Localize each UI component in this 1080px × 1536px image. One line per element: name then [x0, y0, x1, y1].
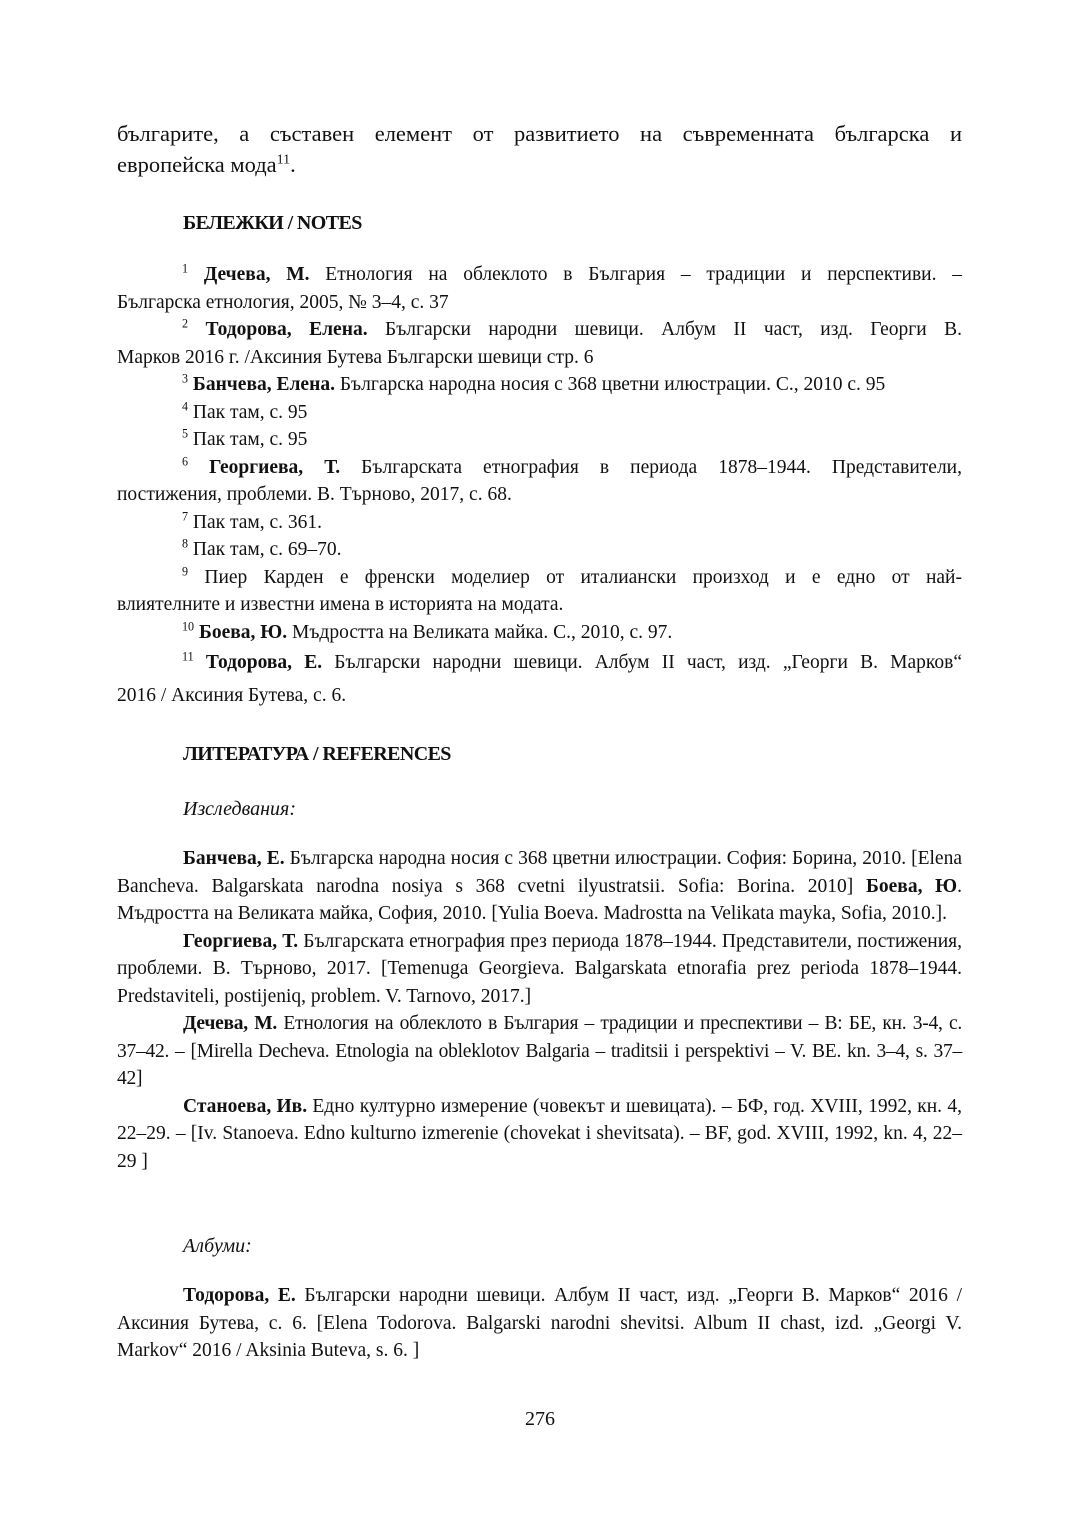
note-text: Български народни шевици. Албум II част, изд. „Георги В. Марков“	[322, 652, 962, 673]
footnote-marker: 11	[276, 152, 291, 168]
reference-entry	[117, 1282, 962, 1365]
note-text: Българска народна носия с 368 цветни илюстрации. С., 2010 с. 95	[334, 374, 886, 395]
note-author: Банчева, Елена.	[192, 374, 335, 395]
reference-text: Българска народна носия с 368 цветни илюстрации. София: Борина, 2010. [Elena Bancheva. Balgarskata narodna nosiya s 368 cvetni ilyustratsii. Sofia: Borina. 2010]	[117, 848, 962, 897]
note-text: Етнология на облеклото в България – традиции и перспективи. –	[309, 264, 962, 285]
note-text: Български народни шевици. Албум II част, изд. Георги В.	[367, 319, 962, 340]
note-item	[117, 536, 962, 564]
note-author: Тодорова, Е.	[205, 652, 323, 673]
intro-end: .	[290, 152, 296, 177]
note-item	[117, 371, 962, 399]
note-continuation: Българска етнология, 2005, № 3–4, с. 37	[117, 291, 449, 313]
note-item	[117, 454, 962, 509]
note-number: 11	[182, 649, 194, 664]
reference-author: Дечева, М.	[183, 1013, 278, 1034]
note-number: 1	[182, 261, 189, 276]
reference-author: Георгиева, Т.	[183, 930, 299, 952]
note-item	[117, 646, 962, 712]
note-number: 4	[182, 399, 189, 413]
reference-entry	[117, 1010, 962, 1093]
reference-author: Банчева, Е.	[183, 848, 285, 869]
note-item	[117, 316, 962, 371]
reference-text: Едно културно измерение (човекът и шевицата). – БФ, год. XVIII, 1992, кн. 4, 22–29. – [Iv. Stanoeva. Edno kulturno izmerenie (chovekat i shevitsata). – BF, god. XVIII, 1992, kn. 4, 22–29 ]	[117, 1095, 962, 1172]
note-text: Пиер Карден е френски моделиер от италиански произход и е едно от най-	[188, 566, 962, 588]
reference-entry	[117, 928, 962, 1011]
studies-list	[117, 845, 962, 1175]
note-author: Георгиева, Т.	[209, 456, 341, 478]
reference-text: . Мъдростта на Великата майка, София, 2010. [Yulia Boeva. Madrostta na Velikata mayka, Sofia, 2010.].	[117, 875, 962, 924]
note-item	[117, 261, 962, 316]
intro-line-1: българите, а съставен елемент от развитието на съвременната българска и	[117, 121, 962, 146]
notes-heading: БЕЛЕЖКИ / NOTES	[183, 212, 362, 234]
page-number: 276	[525, 1408, 555, 1430]
note-text: Пак там, с. 95	[188, 429, 308, 450]
reference-author: Боева, Ю	[866, 875, 958, 897]
note-number: 6	[182, 454, 189, 468]
note-item	[117, 426, 962, 454]
note-item	[117, 399, 962, 427]
note-author: Боева, Ю.	[198, 621, 288, 643]
note-continuation: влиятелните и известни имена в историята на модата.	[117, 594, 564, 615]
note-text: Пак там, с. 361.	[188, 511, 323, 533]
albums-list	[117, 1282, 962, 1365]
note-continuation: 2016 / Аксиния Бутева, с. 6.	[117, 685, 347, 706]
reference-entry	[117, 1093, 962, 1176]
studies-label: Изследвания:	[183, 798, 296, 820]
intro-paragraph	[117, 118, 962, 180]
note-text: Пак там, с. 69–70.	[188, 539, 342, 560]
note-item	[117, 619, 962, 647]
note-text: Мъдростта на Великата майка. С., 2010, с. 97.	[287, 621, 673, 643]
note-number: 10	[182, 619, 195, 633]
references-heading: ЛИТЕРАТУРА / REFERENCES	[183, 743, 451, 765]
notes-list	[117, 261, 962, 712]
reference-text: Българската етнография през периода 1878–1944. Представители, постижения, проблеми. В. Търново, 2017. [Temenuga Georgieva. Balgarskata etnorafia prez perioda 1878–1944. Predstaviteli, postijeniq, problem. V. Tarnovo, 2017.]	[117, 930, 962, 1007]
intro-line-2: европейска мода	[117, 152, 277, 177]
reference-author: Станоева, Ив.	[183, 1095, 308, 1117]
reference-text: Етнология на облеклото в България – традиции и преспективи – В: БЕ, кн. 3-4, с. 37–42. – [Mirella Decheva. Etnologia na obleklotov Balgaria – traditsii i perspektivi – V. BE. kn. 3–4, s. 37–42]	[117, 1013, 963, 1089]
note-text: Българската етнография в периода 1878–1944. Представители,	[340, 456, 962, 478]
note-item	[117, 509, 962, 537]
note-number: 3	[182, 371, 189, 386]
albums-label: Албуми:	[183, 1235, 252, 1257]
note-number: 7	[182, 509, 189, 523]
note-number: 8	[182, 536, 189, 551]
note-number: 2	[182, 316, 189, 331]
reference-author: Тодорова, Е.	[183, 1285, 296, 1306]
note-author: Дечева, М.	[203, 264, 310, 285]
note-continuation: Марков 2016 г. /Аксиния Бутева Български шевици стр. 6	[117, 346, 594, 368]
note-continuation: постижения, проблеми. В. Търново, 2017, с. 68.	[117, 484, 512, 505]
note-item	[117, 564, 962, 619]
reference-entry	[117, 845, 962, 928]
note-number: 9	[182, 564, 189, 578]
note-number: 5	[182, 426, 189, 441]
note-author: Тодорова, Елена.	[205, 319, 368, 340]
note-text: Пак там, с. 95	[188, 401, 308, 423]
reference-text: Български народни шевици. Албум II част, изд. „Георги В. Марков“ 2016 / Аксиния Бутева, с. 6. [Elena Todorova. Balgarski narodni shevitsi. Album II chast, izd. „Georgi V. Markov“ 2016 / Aksinia Buteva, s. 6. ]	[117, 1285, 962, 1361]
